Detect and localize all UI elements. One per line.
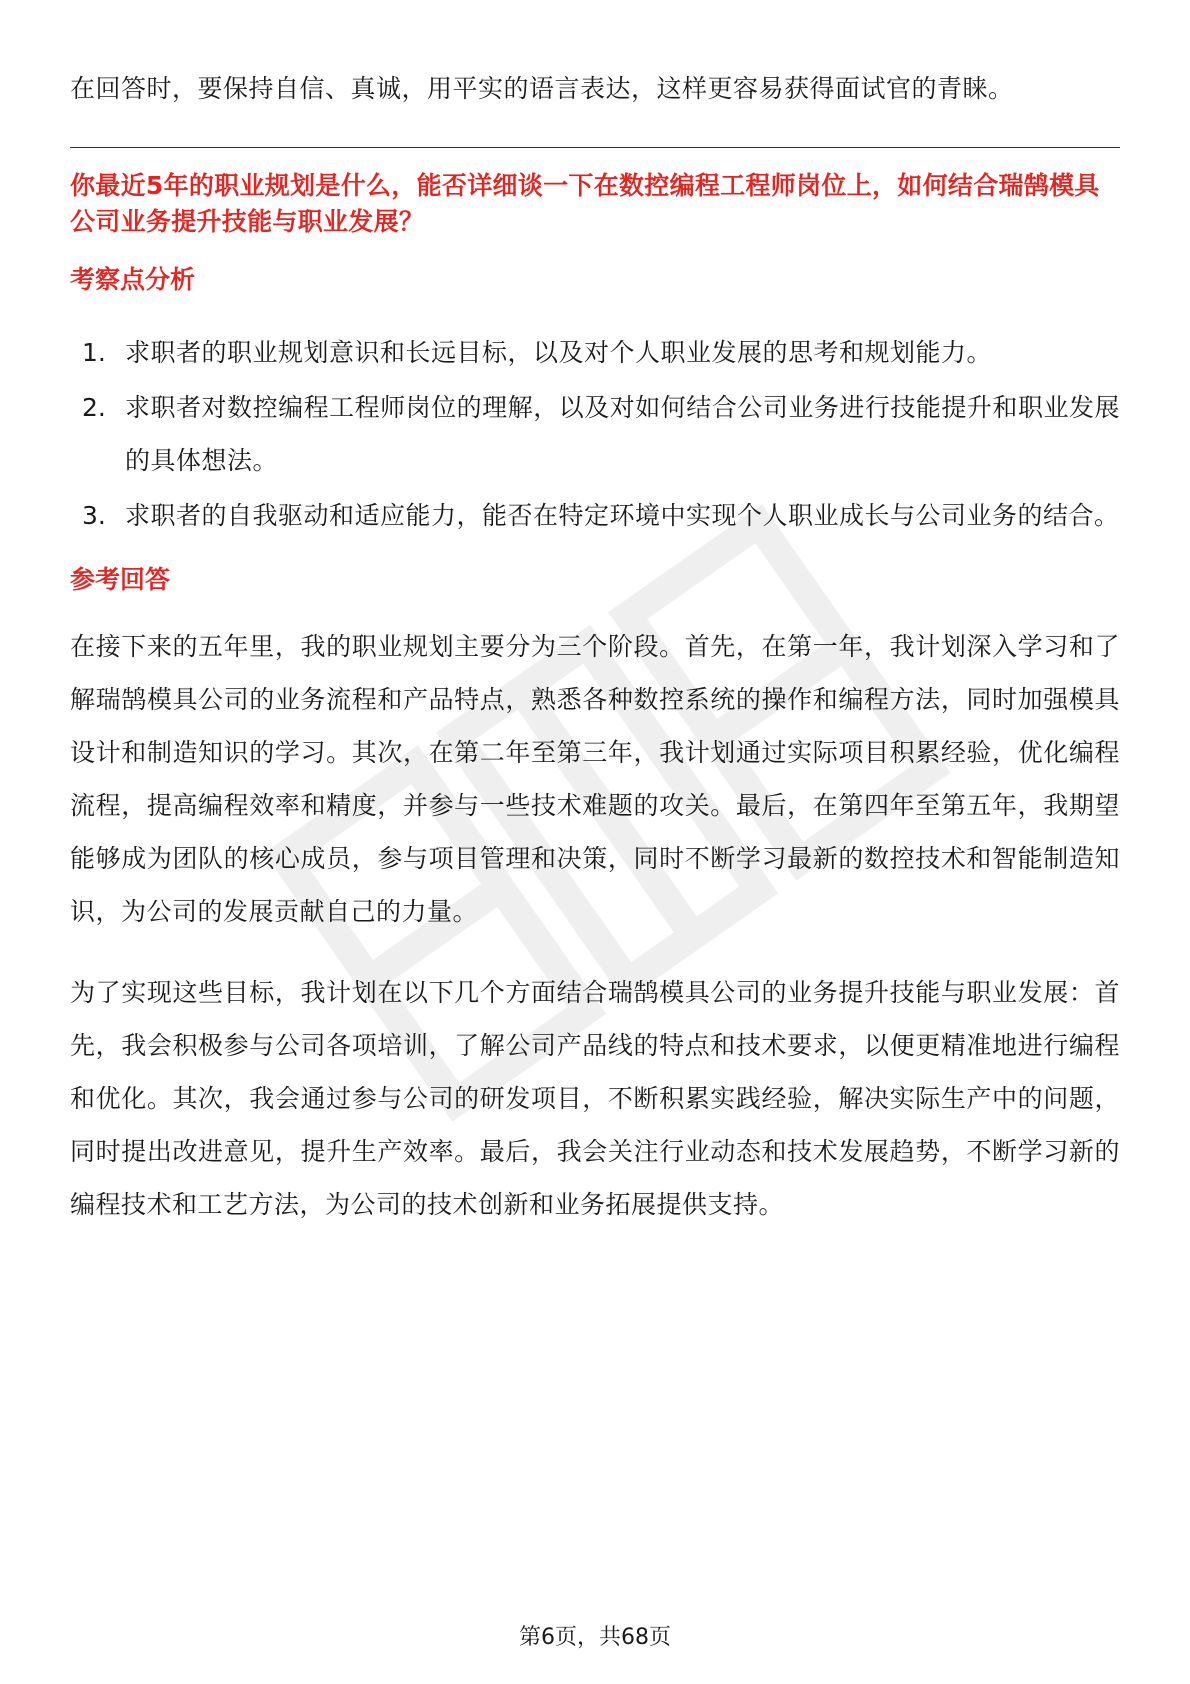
list-item (70, 381, 1120, 487)
list-item (70, 489, 1120, 542)
analysis-list (70, 326, 1120, 542)
list-item-text: 求职者的职业规划意识和长远目标，以及对个人职业发展的思考和规划能力。 (125, 338, 993, 367)
reference-title: 参考回答 (70, 565, 171, 594)
question-heading: 你最近5年的职业规划是什么，能否详细谈一下在数控编程工程师岗位上，如何结合瑞鹄模具公司业务提升技能与职业发展？ (70, 171, 1100, 236)
list-item-text: 求职者的自我驱动和适应能力，能否在特定环境中实现个人职业成长与公司业务的结合。 (125, 501, 1120, 530)
list-item (70, 326, 1120, 379)
intro-paragraph: 在回答时，要保持自信、真诚，用平实的语言表达，这样更容易获得面试官的青睐。 (70, 74, 1014, 103)
list-item-number: 2. (82, 393, 106, 422)
list-item-number: 3. (82, 501, 106, 530)
section-divider (70, 147, 1120, 148)
answer-paragraph-2: 为了实现这些目标，我计划在以下几个方面结合瑞鹄模具公司的业务提升技能与职业发展：首先，我会积极参与公司各项培训，了解公司产品线的特点和技术要求，以便更精准地进行编程和优化。其次，我会通过参与公司的研发项目，不断积累实践经验，解决实际生产中的问题，同时提出改进意见，提升生产效率。最后，我会关注行业动态和技术发展趋势，不断学习新的编程技术和工艺方法，为公司的技术创新和业务拓展提供支持。 (70, 978, 1120, 1219)
page-number: 第6页，共68页 (519, 1625, 671, 1650)
list-item-number: 1. (82, 338, 106, 367)
analysis-title: 考察点分析 (70, 265, 196, 294)
list-item-text: 求职者对数控编程工程师岗位的理解，以及对如何结合公司业务进行技能提升和职业发展的具体想法。 (125, 393, 1120, 475)
content-area (70, 62, 1120, 1231)
answer-paragraph-1: 在接下来的五年里，我的职业规划主要分为三个阶段。首先，在第一年，我计划深入学习和了解瑞鹄模具公司的业务流程和产品特点，熟悉各种数控系统的操作和编程方法，同时加强模具设计和制造知识的学习。其次，在第二年至第三年，我计划通过实际项目积累经验，优化编程流程，提高编程效率和精度，并参与一些技术难题的攻关。最后，在第四年至第五年，我期望能够成为团队的核心成员，参与项目管理和决策，同时不断学习最新的数控技术和智能制造知识，为公司的发展贡献自己的力量。 (70, 632, 1120, 926)
